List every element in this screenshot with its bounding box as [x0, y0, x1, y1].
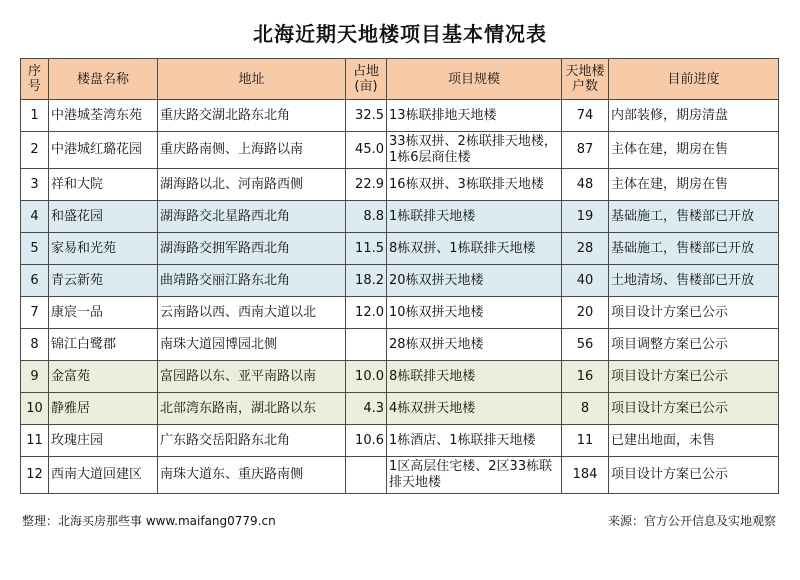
cell-index: 12: [21, 457, 49, 494]
projects-table: [20, 58, 779, 494]
cell-index: 6: [21, 265, 49, 297]
cell-units: 74: [562, 100, 609, 132]
cell-area: 8.8: [346, 201, 387, 233]
cell-name: 玫瑰庄园: [49, 425, 158, 457]
cell-progress: 内部装修，期房清盘: [609, 100, 779, 132]
cell-address: 湖海路交北星路西北角: [158, 201, 346, 233]
cell-area: 10.0: [346, 361, 387, 393]
cell-name: 中港城荃湾东苑: [49, 100, 158, 132]
header-index: 序号: [21, 59, 49, 100]
cell-scale: 20栋双拼天地楼: [387, 265, 562, 297]
cell-name: 金富苑: [49, 361, 158, 393]
cell-progress: 基础施工，售楼部已开放: [609, 233, 779, 265]
cell-area: [346, 329, 387, 361]
cell-progress: 项目调整方案已公示: [609, 329, 779, 361]
cell-name: 青云新苑: [49, 265, 158, 297]
table-row: [21, 425, 779, 457]
cell-area: 10.6: [346, 425, 387, 457]
cell-units: 8: [562, 393, 609, 425]
footer-source: 来源：官方公开信息及实地观察: [607, 514, 776, 528]
header-scale: 项目规模: [387, 59, 562, 100]
cell-address: 广东路交岳阳路东北角: [158, 425, 346, 457]
cell-area: 32.5: [346, 100, 387, 132]
cell-index: 5: [21, 233, 49, 265]
header-address: 地址: [158, 59, 346, 100]
cell-units: 40: [562, 265, 609, 297]
cell-progress: 项目设计方案已公示: [609, 457, 779, 494]
cell-address: 重庆路南侧、上海路以南: [158, 132, 346, 169]
cell-name: 家易和光苑: [49, 233, 158, 265]
table-row: [21, 201, 779, 233]
cell-area: 12.0: [346, 297, 387, 329]
header-name: 楼盘名称: [49, 59, 158, 100]
cell-area: 22.9: [346, 169, 387, 201]
table-row: [21, 132, 779, 169]
cell-scale: 8栋双拼、1栋联排天地楼: [387, 233, 562, 265]
cell-progress: 已建出地面，未售: [609, 425, 779, 457]
cell-index: 3: [21, 169, 49, 201]
cell-name: 和盛花园: [49, 201, 158, 233]
header-units: 天地楼户数: [562, 59, 609, 100]
table-row: [21, 265, 779, 297]
cell-address: 南珠大道东、重庆路南侧: [158, 457, 346, 494]
table-row: [21, 457, 779, 494]
cell-name: 静雅居: [49, 393, 158, 425]
cell-units: 11: [562, 425, 609, 457]
cell-progress: 主体在建，期房在售: [609, 169, 779, 201]
cell-progress: 项目设计方案已公示: [609, 297, 779, 329]
cell-index: 8: [21, 329, 49, 361]
cell-scale: 1栋联排天地楼: [387, 201, 562, 233]
cell-address: 云南路以西、西南大道以北: [158, 297, 346, 329]
cell-area: 18.2: [346, 265, 387, 297]
cell-scale: 8栋联排天地楼: [387, 361, 562, 393]
cell-units: 20: [562, 297, 609, 329]
cell-units: 56: [562, 329, 609, 361]
cell-units: 48: [562, 169, 609, 201]
cell-scale: 4栋双拼天地楼: [387, 393, 562, 425]
cell-area: [346, 457, 387, 494]
cell-scale: 1区高层住宅楼、2区33栋联排天地楼: [387, 457, 562, 494]
cell-area: 45.0: [346, 132, 387, 169]
cell-scale: 16栋双拼、3栋联排天地楼: [387, 169, 562, 201]
cell-index: 10: [21, 393, 49, 425]
cell-progress: 土地清场、售楼部已开放: [609, 265, 779, 297]
cell-units: 184: [562, 457, 609, 494]
cell-area: 4.3: [346, 393, 387, 425]
cell-name: 祥和大院: [49, 169, 158, 201]
cell-address: 富园路以东、亚平南路以南: [158, 361, 346, 393]
cell-address: 曲靖路交丽江路东北角: [158, 265, 346, 297]
header-progress: 目前进度: [609, 59, 779, 100]
cell-area: 11.5: [346, 233, 387, 265]
cell-scale: 13栋联排地天地楼: [387, 100, 562, 132]
cell-name: 康宸一品: [49, 297, 158, 329]
footer-credit: 整理：北海买房那些事 www.maifang0779.cn: [22, 514, 276, 528]
cell-address: 北部湾东路南，湖北路以东: [158, 393, 346, 425]
table-row: [21, 329, 779, 361]
cell-address: 湖海路交拥军路西北角: [158, 233, 346, 265]
table-row: [21, 393, 779, 425]
cell-progress: 基础施工，售楼部已开放: [609, 201, 779, 233]
cell-index: 4: [21, 201, 49, 233]
cell-address: 重庆路交湖北路东北角: [158, 100, 346, 132]
cell-scale: 10栋双拼天地楼: [387, 297, 562, 329]
cell-address: 南珠大道园博园北侧: [158, 329, 346, 361]
cell-scale: 28栋双拼天地楼: [387, 329, 562, 361]
cell-name: 西南大道回建区: [49, 457, 158, 494]
cell-index: 11: [21, 425, 49, 457]
cell-index: 2: [21, 132, 49, 169]
cell-progress: 项目设计方案已公示: [609, 393, 779, 425]
cell-units: 28: [562, 233, 609, 265]
cell-address: 湖海路以北、河南路西侧: [158, 169, 346, 201]
cell-name: 中港城红璐花园: [49, 132, 158, 169]
cell-scale: 1栋酒店、1栋联排天地楼: [387, 425, 562, 457]
cell-index: 9: [21, 361, 49, 393]
table-row: [21, 100, 779, 132]
cell-index: 1: [21, 100, 49, 132]
cell-units: 19: [562, 201, 609, 233]
table-row: [21, 233, 779, 265]
cell-units: 87: [562, 132, 609, 169]
cell-units: 16: [562, 361, 609, 393]
cell-scale: 33栋双拼、2栋联排天地楼，1栋6层商住楼: [387, 132, 562, 169]
cell-index: 7: [21, 297, 49, 329]
header-area: 占地(亩): [346, 59, 387, 100]
table-row: [21, 169, 779, 201]
page-title: 北海近期天地楼项目基本情况表: [253, 22, 547, 46]
cell-progress: 项目设计方案已公示: [609, 361, 779, 393]
table-row: [21, 361, 779, 393]
cell-progress: 主体在建，期房在售: [609, 132, 779, 169]
cell-name: 锦江白鹭郡: [49, 329, 158, 361]
table-header-row: [21, 59, 779, 100]
table-row: [21, 297, 779, 329]
